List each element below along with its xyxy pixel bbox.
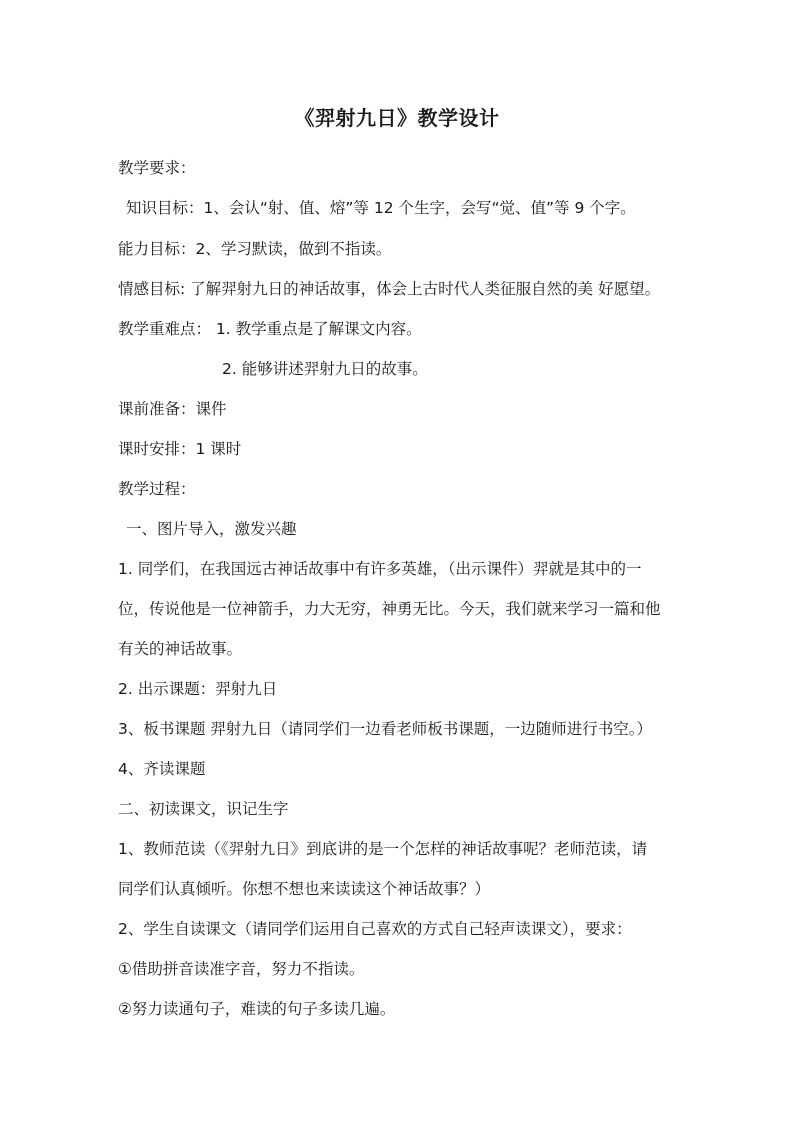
paragraph-line: 2. 出示课题：羿射九日 [118,680,278,698]
knowledge-goal: 知识目标：1、会认“射、值、熔”等 12 个生字，会写“觉、值”等 9 个字。 [126,199,636,217]
class-hours: 课时安排：1 课时 [118,440,242,458]
list-item: ①借助拼音读准字音，努力不指读。 [118,960,365,978]
key-point-1: 教学重难点： 1. 教学重点是了解课文内容。 [118,320,422,338]
key-point-2: 2. 能够讲述羿射九日的故事。 [222,360,428,378]
ability-goal: 能力目标：2、学习默读，做到不指读。 [118,240,392,258]
document-title: 《羿射九日》教学设计 [294,106,500,130]
part-one-heading: 一、图片导入，激发兴趣 [126,520,297,538]
section-teaching-process: 教学过程： [118,480,196,498]
list-item: ②努力读通句子，难读的句子多读几遍。 [118,1000,396,1018]
preparation: 课前准备：课件 [118,400,227,418]
paragraph-line: 2、学生自读课文（请同学们运用自己喜欢的方式自己轻声读课文），要求： [118,920,632,938]
part-two-heading: 二、初读课文，识记生字 [118,800,289,818]
paragraph-line: 4、齐读课题 [118,760,206,778]
paragraph-line: 有关的神话故事。 [118,640,243,658]
paragraph-line: 1. 同学们，在我国远古神话故事中有许多英雄，（出示课件）羿就是其中的一 [118,560,642,578]
paragraph-line: 同学们认真倾听。你想不想也来读读这个神话故事？） [118,880,491,898]
paragraph-line: 位，传说他是一位神箭手，力大无穷，神勇无比。今天，我们就来学习一篇和他 [118,600,661,618]
paragraph-line: 1、教师范读（《羿射九日》到底讲的是一个怎样的神话故事呢？老师范读，请 [118,840,648,858]
emotion-goal: 情感目标: 了解羿射九日的神话故事，体会上古时代人类征服自然的美 好愿望。 [118,280,661,298]
section-teaching-requirements: 教学要求： [118,159,196,177]
paragraph-line: 3、板书课题 羿射九日（请同学们一边看老师板书课题，一边随师进行书空。） [118,720,653,738]
